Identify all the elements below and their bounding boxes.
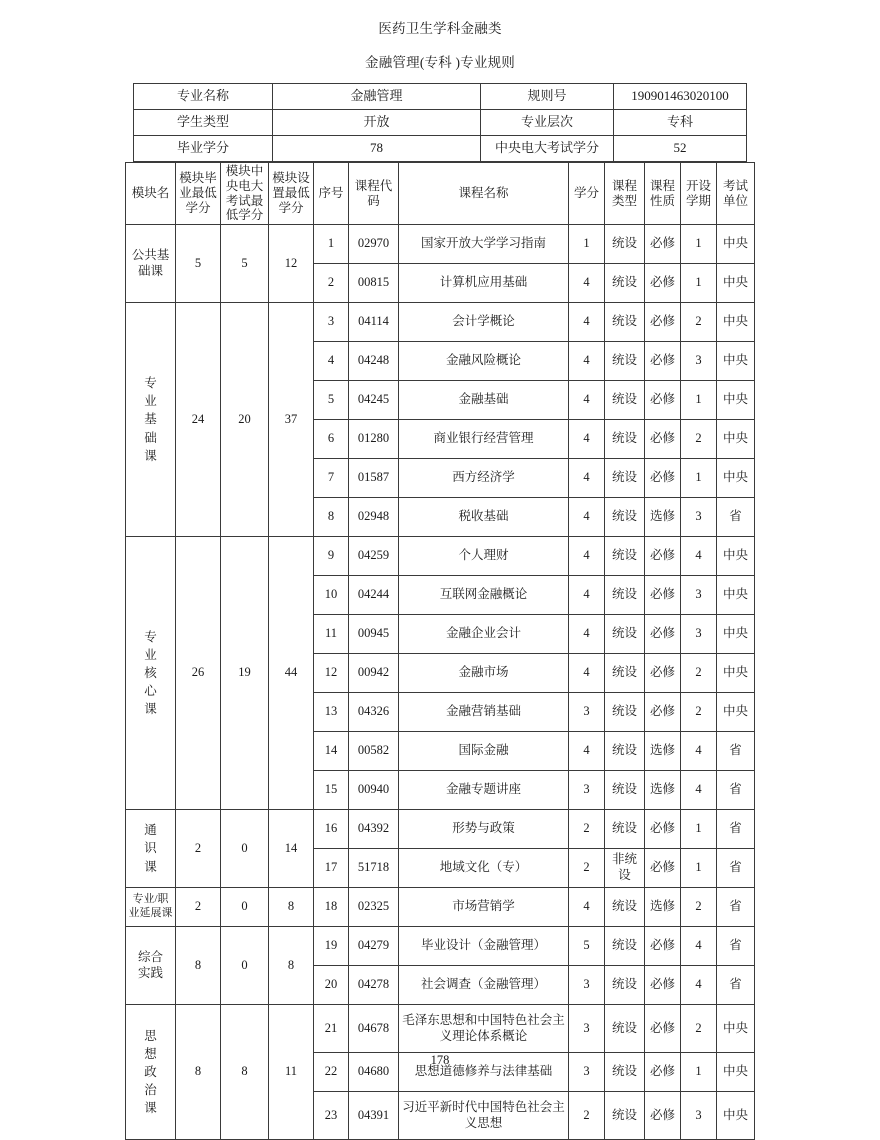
info-value-student-type: 开放	[273, 110, 481, 136]
course-nature-cell: 必修	[645, 576, 681, 615]
course-nature-cell: 必修	[645, 1005, 681, 1053]
course-seq-cell: 11	[314, 615, 349, 654]
column-header-course-name	[399, 163, 569, 225]
course-exam-unit-cell: 中央	[717, 615, 755, 654]
program-info-body	[134, 84, 747, 162]
module-name-cell: 专 业 核 心 课	[126, 537, 176, 810]
course-seq-cell: 1	[314, 225, 349, 264]
course-exam-unit-cell: 中央	[717, 225, 755, 264]
document-subtitle: 金融管理(专科 )专业规则	[365, 54, 515, 70]
info-value-program-name: 金融管理	[273, 84, 481, 110]
course-type-cell: 统设	[605, 225, 645, 264]
table-header-row	[126, 163, 755, 225]
module-set-min-credit-cell: 8	[269, 927, 314, 1005]
course-term-cell: 4	[681, 966, 717, 1005]
course-name-cell: 计算机应用基础	[399, 264, 569, 303]
course-exam-unit-cell: 中央	[717, 381, 755, 420]
course-code-cell: 00945	[349, 615, 399, 654]
table-row	[126, 537, 755, 576]
course-exam-unit-cell: 中央	[717, 1092, 755, 1140]
course-type-cell: 统设	[605, 888, 645, 927]
course-nature-cell: 必修	[645, 927, 681, 966]
column-header-module-exam-min-credit	[221, 163, 269, 225]
course-name-cell: 互联网金融概论	[399, 576, 569, 615]
course-code-cell: 04279	[349, 927, 399, 966]
module-name-cell: 思 想 政 治 课	[126, 1005, 176, 1140]
course-term-cell: 2	[681, 303, 717, 342]
course-type-cell: 统设	[605, 303, 645, 342]
info-label-central-exam-credits: 中央电大考试学分	[481, 136, 614, 162]
course-credit-cell: 4	[569, 888, 605, 927]
course-term-cell: 2	[681, 654, 717, 693]
course-exam-unit-cell: 中央	[717, 1005, 755, 1053]
course-credit-cell: 4	[569, 537, 605, 576]
course-credit-cell: 3	[569, 1053, 605, 1092]
course-term-cell: 3	[681, 615, 717, 654]
module-exam-min-credit-cell: 5	[221, 225, 269, 303]
course-name-cell: 个人理财	[399, 537, 569, 576]
column-header-course-type	[605, 163, 645, 225]
module-name-cell: 通 识 课	[126, 810, 176, 888]
module-exam-min-credit-cell: 19	[221, 537, 269, 810]
course-name-cell: 会计学概论	[399, 303, 569, 342]
course-credit-cell: 4	[569, 576, 605, 615]
module-set-min-credit-cell: 8	[269, 888, 314, 927]
table-row	[126, 303, 755, 342]
course-code-cell: 04278	[349, 966, 399, 1005]
course-type-cell: 统设	[605, 381, 645, 420]
column-header-term-label: 开设学期	[685, 178, 711, 208]
info-value-rule-number: 190901463020100	[614, 84, 747, 110]
course-nature-cell: 必修	[645, 342, 681, 381]
course-exam-unit-cell: 中央	[717, 693, 755, 732]
course-nature-cell: 必修	[645, 966, 681, 1005]
module-set-min-credit-cell: 11	[269, 1005, 314, 1140]
course-term-cell: 1	[681, 849, 717, 888]
column-header-course-nature-label: 课程性质	[649, 178, 675, 208]
column-header-course-nature	[645, 163, 681, 225]
table-row	[126, 927, 755, 966]
course-type-cell: 统设	[605, 459, 645, 498]
course-name-cell: 习近平新时代中国特色社会主义思想	[399, 1092, 569, 1140]
course-name-cell: 西方经济学	[399, 459, 569, 498]
module-set-min-credit-cell: 37	[269, 303, 314, 537]
module-set-min-credit-cell: 44	[269, 537, 314, 810]
course-type-cell: 统设	[605, 537, 645, 576]
course-name-cell: 金融专题讲座	[399, 771, 569, 810]
course-term-cell: 3	[681, 498, 717, 537]
course-nature-cell: 必修	[645, 459, 681, 498]
module-grad-min-credit-cell: 26	[176, 537, 221, 810]
course-code-cell: 04326	[349, 693, 399, 732]
course-name-cell: 金融市场	[399, 654, 569, 693]
column-header-exam-unit	[717, 163, 755, 225]
course-term-cell: 4	[681, 732, 717, 771]
course-nature-cell: 必修	[645, 1053, 681, 1092]
course-term-cell: 1	[681, 225, 717, 264]
course-type-cell: 统设	[605, 693, 645, 732]
course-name-cell: 国家开放大学学习指南	[399, 225, 569, 264]
course-exam-unit-cell: 省	[717, 927, 755, 966]
module-set-min-credit-cell: 12	[269, 225, 314, 303]
course-name-cell: 金融风险概论	[399, 342, 569, 381]
course-name-cell: 地域文化（专）	[399, 849, 569, 888]
course-nature-cell: 必修	[645, 420, 681, 459]
course-name-cell: 市场营销学	[399, 888, 569, 927]
course-code-cell: 00940	[349, 771, 399, 810]
module-name-cell: 公共基 础课	[126, 225, 176, 303]
course-term-cell: 4	[681, 537, 717, 576]
course-type-cell: 统设	[605, 264, 645, 303]
course-name-cell: 国际金融	[399, 732, 569, 771]
course-seq-cell: 15	[314, 771, 349, 810]
program-info-table	[133, 83, 747, 162]
course-exam-unit-cell: 中央	[717, 342, 755, 381]
course-term-cell: 4	[681, 927, 717, 966]
course-type-cell: 统设	[605, 966, 645, 1005]
course-exam-unit-cell: 省	[717, 732, 755, 771]
column-header-module-exam-min-credit-label: 模块中央电大考试最低学分	[225, 164, 264, 223]
table-row	[134, 110, 747, 136]
course-credit-cell: 4	[569, 303, 605, 342]
module-exam-min-credit-cell: 8	[221, 1005, 269, 1140]
module-set-min-credit-cell: 14	[269, 810, 314, 888]
column-header-term	[681, 163, 717, 225]
column-header-module-name-label: 模块名	[131, 186, 170, 201]
course-code-cell: 02325	[349, 888, 399, 927]
course-nature-cell: 必修	[645, 537, 681, 576]
course-exam-unit-cell: 中央	[717, 420, 755, 459]
column-header-exam-unit-label: 考试单位	[722, 178, 748, 208]
course-type-cell: 统设	[605, 498, 645, 537]
curriculum-table-head	[126, 163, 755, 225]
course-credit-cell: 3	[569, 1005, 605, 1053]
column-header-seq	[314, 163, 349, 225]
course-type-cell: 统设	[605, 1092, 645, 1140]
course-type-cell: 统设	[605, 771, 645, 810]
course-type-cell: 统设	[605, 420, 645, 459]
course-seq-cell: 13	[314, 693, 349, 732]
course-exam-unit-cell: 中央	[717, 654, 755, 693]
course-seq-cell: 18	[314, 888, 349, 927]
course-name-cell: 金融企业会计	[399, 615, 569, 654]
course-seq-cell: 10	[314, 576, 349, 615]
info-value-program-level: 专科	[614, 110, 747, 136]
course-nature-cell: 必修	[645, 303, 681, 342]
course-exam-unit-cell: 省	[717, 888, 755, 927]
column-header-module-grad-min-credit	[176, 163, 221, 225]
course-credit-cell: 2	[569, 1092, 605, 1140]
course-seq-cell: 9	[314, 537, 349, 576]
course-code-cell: 04678	[349, 1005, 399, 1053]
course-credit-cell: 4	[569, 420, 605, 459]
course-type-cell: 统设	[605, 732, 645, 771]
course-seq-cell: 17	[314, 849, 349, 888]
column-header-course-name-label: 课程名称	[458, 186, 509, 201]
course-type-cell: 统设	[605, 576, 645, 615]
course-code-cell: 04392	[349, 810, 399, 849]
column-header-module-grad-min-credit-label: 模块毕业最低学分	[179, 171, 217, 215]
course-code-cell: 01587	[349, 459, 399, 498]
course-exam-unit-cell: 省	[717, 498, 755, 537]
course-name-cell: 金融营销基础	[399, 693, 569, 732]
table-row	[126, 225, 755, 264]
course-exam-unit-cell: 中央	[717, 537, 755, 576]
table-row	[134, 136, 747, 162]
module-name-cell: 专业/职 业延展课	[126, 888, 176, 927]
table-row	[126, 1005, 755, 1053]
info-label-program-name: 专业名称	[134, 84, 273, 110]
course-term-cell: 1	[681, 381, 717, 420]
column-header-course-code-label: 课程代码	[354, 178, 393, 208]
course-seq-cell: 7	[314, 459, 349, 498]
course-exam-unit-cell: 中央	[717, 459, 755, 498]
info-label-program-level: 专业层次	[481, 110, 614, 136]
column-header-credit-label: 学分	[573, 186, 599, 201]
module-name-cell: 专 业 基 础 课	[126, 303, 176, 537]
course-nature-cell: 必修	[645, 264, 681, 303]
course-term-cell: 3	[681, 1092, 717, 1140]
course-type-cell: 统设	[605, 927, 645, 966]
course-credit-cell: 4	[569, 381, 605, 420]
course-type-cell: 非统设	[605, 849, 645, 888]
course-credit-cell: 1	[569, 225, 605, 264]
course-seq-cell: 21	[314, 1005, 349, 1053]
course-credit-cell: 2	[569, 849, 605, 888]
course-term-cell: 2	[681, 888, 717, 927]
course-exam-unit-cell: 省	[717, 966, 755, 1005]
course-name-cell: 商业银行经营管理	[399, 420, 569, 459]
info-value-central-exam-credits: 52	[614, 136, 747, 162]
course-seq-cell: 2	[314, 264, 349, 303]
course-name-cell: 社会调查（金融管理）	[399, 966, 569, 1005]
course-code-cell: 04245	[349, 381, 399, 420]
course-code-cell: 04680	[349, 1053, 399, 1092]
course-credit-cell: 4	[569, 342, 605, 381]
course-credit-cell: 4	[569, 459, 605, 498]
course-nature-cell: 必修	[645, 615, 681, 654]
course-term-cell: 1	[681, 1053, 717, 1092]
course-type-cell: 统设	[605, 1053, 645, 1092]
info-label-graduation-credits: 毕业学分	[134, 136, 273, 162]
course-credit-cell: 3	[569, 693, 605, 732]
module-exam-min-credit-cell: 0	[221, 888, 269, 927]
course-code-cell: 04248	[349, 342, 399, 381]
course-term-cell: 4	[681, 771, 717, 810]
course-exam-unit-cell: 省	[717, 849, 755, 888]
course-name-cell: 形势与政策	[399, 810, 569, 849]
course-nature-cell: 必修	[645, 693, 681, 732]
table-row	[134, 84, 747, 110]
course-credit-cell: 2	[569, 810, 605, 849]
course-nature-cell: 必修	[645, 810, 681, 849]
course-nature-cell: 必修	[645, 654, 681, 693]
column-header-module-set-min-credit-label: 模块设置最低学分	[272, 171, 310, 215]
module-exam-min-credit-cell: 20	[221, 303, 269, 537]
course-term-cell: 2	[681, 693, 717, 732]
course-code-cell: 04391	[349, 1092, 399, 1140]
course-code-cell: 00942	[349, 654, 399, 693]
course-nature-cell: 必修	[645, 1092, 681, 1140]
course-credit-cell: 4	[569, 732, 605, 771]
course-seq-cell: 12	[314, 654, 349, 693]
course-term-cell: 1	[681, 459, 717, 498]
course-term-cell: 3	[681, 342, 717, 381]
course-code-cell: 00582	[349, 732, 399, 771]
course-code-cell: 51718	[349, 849, 399, 888]
course-code-cell: 01280	[349, 420, 399, 459]
page-number: 178	[430, 1053, 450, 1067]
course-code-cell: 02970	[349, 225, 399, 264]
module-grad-min-credit-cell: 24	[176, 303, 221, 537]
module-exam-min-credit-cell: 0	[221, 927, 269, 1005]
course-type-cell: 统设	[605, 810, 645, 849]
course-seq-cell: 23	[314, 1092, 349, 1140]
course-seq-cell: 20	[314, 966, 349, 1005]
course-term-cell: 1	[681, 264, 717, 303]
course-code-cell: 04259	[349, 537, 399, 576]
course-credit-cell: 4	[569, 498, 605, 537]
course-nature-cell: 选修	[645, 888, 681, 927]
column-header-module-name	[126, 163, 176, 225]
info-value-graduation-credits: 78	[273, 136, 481, 162]
column-header-credit	[569, 163, 605, 225]
course-type-cell: 统设	[605, 615, 645, 654]
course-credit-cell: 4	[569, 264, 605, 303]
module-grad-min-credit-cell: 8	[176, 1005, 221, 1140]
course-nature-cell: 必修	[645, 849, 681, 888]
course-credit-cell: 3	[569, 966, 605, 1005]
module-grad-min-credit-cell: 5	[176, 225, 221, 303]
course-term-cell: 2	[681, 1005, 717, 1053]
course-seq-cell: 22	[314, 1053, 349, 1092]
course-nature-cell: 必修	[645, 225, 681, 264]
course-code-cell: 02948	[349, 498, 399, 537]
module-grad-min-credit-cell: 2	[176, 888, 221, 927]
course-type-cell: 统设	[605, 1005, 645, 1053]
course-nature-cell: 选修	[645, 771, 681, 810]
info-label-rule-number: 规则号	[481, 84, 614, 110]
course-exam-unit-cell: 中央	[717, 1053, 755, 1092]
column-header-course-type-label: 课程类型	[611, 178, 637, 208]
course-seq-cell: 16	[314, 810, 349, 849]
course-nature-cell: 必修	[645, 381, 681, 420]
course-exam-unit-cell: 中央	[717, 303, 755, 342]
course-credit-cell: 5	[569, 927, 605, 966]
course-name-cell: 毕业设计（金融管理）	[399, 927, 569, 966]
course-exam-unit-cell: 中央	[717, 576, 755, 615]
course-seq-cell: 14	[314, 732, 349, 771]
course-name-cell: 毛泽东思想和中国特色社会主义理论体系概论	[399, 1005, 569, 1053]
course-exam-unit-cell: 中央	[717, 264, 755, 303]
course-credit-cell: 3	[569, 771, 605, 810]
course-seq-cell: 19	[314, 927, 349, 966]
course-seq-cell: 3	[314, 303, 349, 342]
module-exam-min-credit-cell: 0	[221, 810, 269, 888]
curriculum-table-body	[126, 225, 755, 1140]
course-code-cell: 04244	[349, 576, 399, 615]
column-header-course-code	[349, 163, 399, 225]
course-credit-cell: 4	[569, 654, 605, 693]
module-grad-min-credit-cell: 8	[176, 927, 221, 1005]
course-term-cell: 1	[681, 810, 717, 849]
document-title: 医药卫生学科金融类	[378, 21, 502, 36]
module-grad-min-credit-cell: 2	[176, 810, 221, 888]
table-row	[126, 810, 755, 849]
table-row	[126, 888, 755, 927]
course-nature-cell: 选修	[645, 732, 681, 771]
course-exam-unit-cell: 省	[717, 810, 755, 849]
course-nature-cell: 选修	[645, 498, 681, 537]
course-term-cell: 3	[681, 576, 717, 615]
module-name-cell: 综合 实践	[126, 927, 176, 1005]
course-type-cell: 统设	[605, 342, 645, 381]
course-code-cell: 04114	[349, 303, 399, 342]
course-term-cell: 2	[681, 420, 717, 459]
course-name-cell: 税收基础	[399, 498, 569, 537]
course-type-cell: 统设	[605, 654, 645, 693]
course-credit-cell: 4	[569, 615, 605, 654]
column-header-seq-label: 序号	[318, 186, 344, 201]
course-code-cell: 00815	[349, 264, 399, 303]
course-exam-unit-cell: 省	[717, 771, 755, 810]
course-seq-cell: 4	[314, 342, 349, 381]
info-label-student-type: 学生类型	[134, 110, 273, 136]
course-seq-cell: 6	[314, 420, 349, 459]
course-name-cell: 金融基础	[399, 381, 569, 420]
course-seq-cell: 5	[314, 381, 349, 420]
course-seq-cell: 8	[314, 498, 349, 537]
course-name-cell: 思想道德修养与法律基础	[399, 1053, 569, 1092]
column-header-module-set-min-credit	[269, 163, 314, 225]
curriculum-table	[125, 162, 755, 1140]
